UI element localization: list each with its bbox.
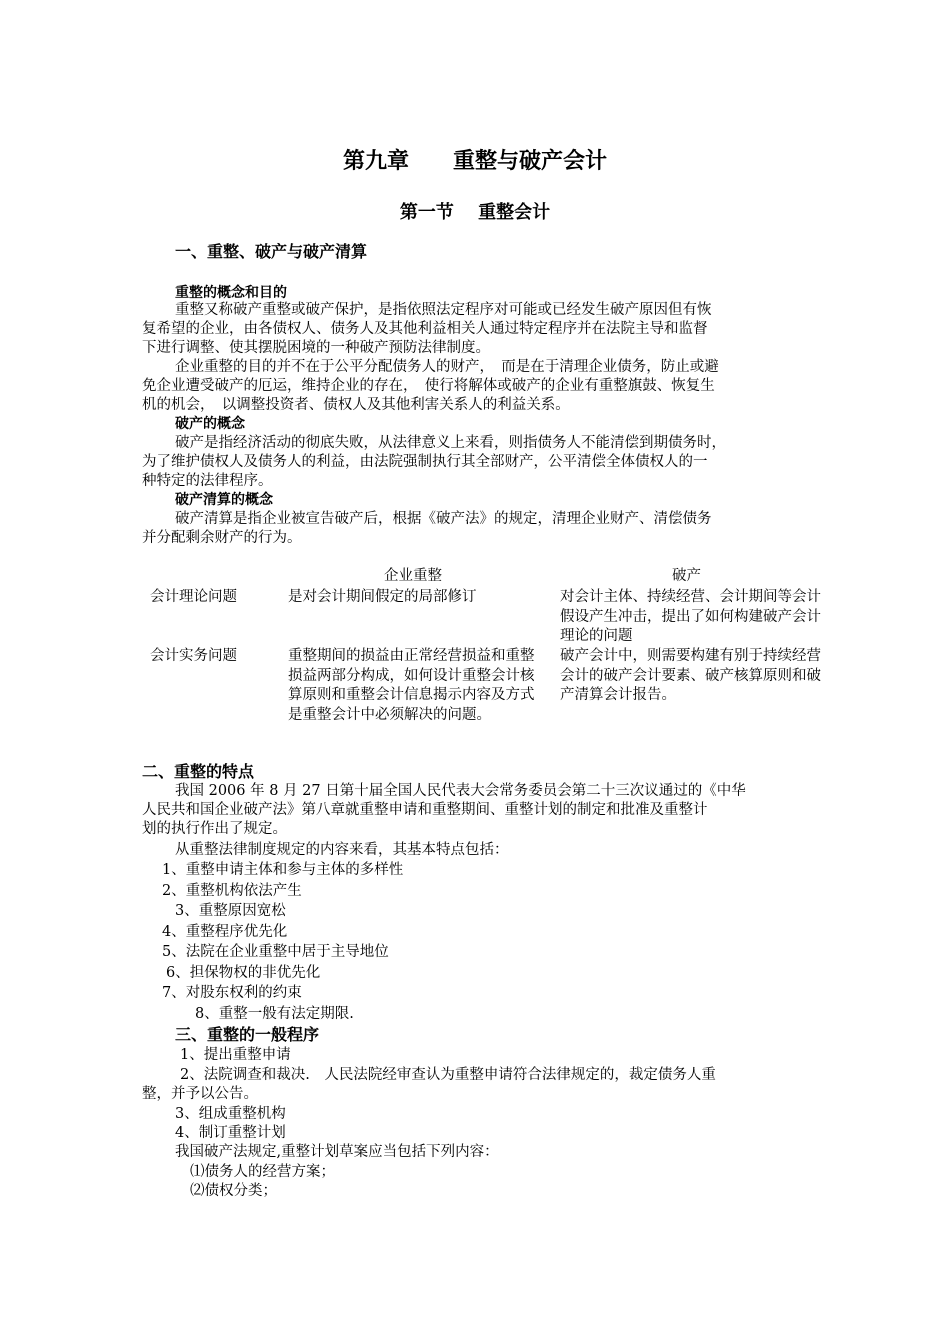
paragraph-line: 重整又称破产重整或破产保护，是指依照法定程序对可能或已经发生破产原因但有恢 bbox=[175, 302, 712, 318]
paragraph-line: 机的机会， 以调整投资者、债权人及其他利害关系人的利益关系。 bbox=[142, 397, 570, 413]
list-item: 3、重整原因宽松 bbox=[175, 903, 286, 919]
list-item: 8、重整一般有法定期限. bbox=[195, 1006, 354, 1022]
list-item: 2、重整机构依法产生 bbox=[162, 883, 302, 899]
list-item: ⑵债权分类； bbox=[190, 1183, 277, 1199]
paragraph-line: 划的执行作出了规定。 bbox=[142, 821, 287, 837]
paragraph-line: 下进行调整、使其摆脱困境的一种破产预防法律制度。 bbox=[142, 340, 490, 356]
paragraph-line: 复希望的企业，由各债权人、债务人及其他利益相关人通过特定程序并在法院主导和监督 bbox=[142, 321, 708, 337]
paragraph-line: 从重整法律制度规定的内容来看，其基本特点包括： bbox=[175, 842, 509, 858]
table-row-label: 会计实务问题 bbox=[150, 648, 237, 664]
table-cell: 是对会计期间假定的局部修订 bbox=[288, 589, 477, 605]
paragraph-line: 为了维护债权人及债务人的利益，由法院强制执行其全部财产，公平清偿全体债权人的一 bbox=[142, 454, 708, 470]
list-item: 6、担保物权的非优先化 bbox=[166, 965, 321, 981]
paragraph-line: 破产是指经济活动的彻底失败，从法律意义上来看，则指债务人不能清偿到期债务时， bbox=[175, 435, 726, 451]
subheading-reorg-concept: 重整的概念和目的 bbox=[175, 285, 287, 301]
subheading-liquidation-concept: 破产清算的概念 bbox=[175, 492, 273, 508]
paragraph-line: 我国破产法规定,重整计划草案应当包括下列内容： bbox=[175, 1144, 499, 1160]
list-item: 4、制订重整计划 bbox=[175, 1125, 286, 1141]
section-title: 第一节 重整会计 bbox=[399, 202, 551, 223]
list-item: 1、重整申请主体和参与主体的多样性 bbox=[162, 862, 404, 878]
table-header-bankruptcy: 破产 bbox=[672, 568, 701, 584]
paragraph-line: 企业重整的目的并不在于公平分配债务人的财产， 而是在于清理企业债务，防止或避 bbox=[175, 359, 719, 375]
table-row-label: 会计理论问题 bbox=[150, 589, 237, 605]
paragraph-line: 免企业遭受破产的厄运，维持企业的存在， 使行将解体或破产的企业有重整旗鼓、恢复生 bbox=[142, 378, 715, 394]
list-item: ⑴债务人的经营方案； bbox=[190, 1164, 335, 1180]
table-header-reorganization: 企业重整 bbox=[384, 568, 442, 584]
list-item: 5、法院在企业重整中居于主导地位 bbox=[162, 944, 389, 960]
subheading-bankruptcy-concept: 破产的概念 bbox=[175, 416, 245, 432]
paragraph-line: 并分配剩余财产的行为。 bbox=[142, 530, 302, 546]
paragraph-line: 整，并予以公告。 bbox=[142, 1086, 258, 1102]
paragraph-line: 我国 2006 年 8 月 27 日第十届全国人民代表大会常务委员会第二十三次议通过的《中华 bbox=[175, 783, 746, 799]
heading-2: 二、重整的特点 bbox=[142, 762, 255, 781]
paragraph-line: 人民共和国企业破产法》第八章就重整申请和重整期间、重整计划的制定和批准及重整计 bbox=[142, 802, 708, 818]
list-item: 3、组成重整机构 bbox=[175, 1106, 286, 1122]
table-cell: 重整期间的损益由正常经营损益和重整损益两部分构成，如何设计重整会计核算原则和重整会计信息揭示内容及方式是重整会计中必须解决的问题。 bbox=[288, 648, 535, 723]
chapter-title: 第九章 重整与破产会计 bbox=[342, 148, 607, 174]
list-item: 2、法院调查和裁决. 人民法院经审查认为重整申请符合法律规定的，裁定债务人重 bbox=[180, 1067, 716, 1083]
heading-1: 一、重整、破产与破产清算 bbox=[175, 242, 368, 261]
table-cell: 对会计主体、持续经营、会计期间等会计假设产生冲击，提出了如何构建破产会计理论的问题 bbox=[560, 589, 821, 644]
heading-3: 三、重整的一般程序 bbox=[175, 1025, 320, 1044]
paragraph-line: 种特定的法律程序。 bbox=[142, 473, 273, 489]
list-item: 1、提出重整申请 bbox=[180, 1047, 291, 1063]
table-cell: 破产会计中，则需要构建有别于持续经营会计的破产会计要素、破产核算原则和破产清算会计报告。 bbox=[560, 648, 821, 703]
list-item: 7、对股东权利的约束 bbox=[162, 985, 302, 1001]
paragraph-line: 破产清算是指企业被宣告破产后，根据《破产法》的规定，清理企业财产、清偿债务 bbox=[175, 511, 712, 527]
list-item: 4、重整程序优先化 bbox=[162, 924, 288, 940]
